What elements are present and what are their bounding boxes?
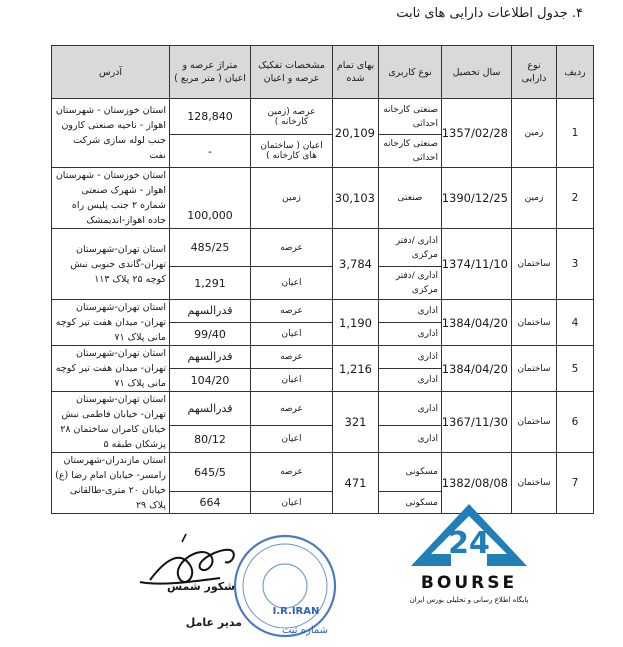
area: 645/5 [170,453,251,492]
logo-wordmark: BOURSE [420,573,518,593]
address: استان تهران-شهرستان تهران- میدان هفت تیر کوچه مانی پلاک ۷۱ [52,346,170,392]
usage: اداری /دفتر مرکزی [379,267,442,300]
row-number: 5 [557,346,594,392]
acquired-date: 1357/02/28 [442,99,512,168]
cost: 1,190 [333,300,379,346]
table-row [52,346,594,369]
table-row [52,453,594,492]
area: 80/12 [170,426,251,453]
header-asset-type: نوع دارایی [512,46,557,99]
usage: اداری [379,392,442,426]
address: استان تهران-شهرستان تهران- خیابان فاطمی نبش خیابان کامران ساختمان ۲۸ پزشکان طبقه ۵ [52,392,170,453]
usage: اداری [379,300,442,323]
signature-block [120,520,360,643]
spec: اعیان [251,426,333,453]
row-number: 4 [557,300,594,346]
table-row [52,168,594,229]
spec: عرصه [251,453,333,492]
asset-type: ساختمان [512,392,557,453]
area: 128,840 [170,99,251,135]
bourse-logo [389,496,549,612]
spec: اعیان [251,267,333,300]
address: استان خوزستان - شهرستان اهواز - ناحیه صنعتی کارون جنب لوله سازی شرکت نفت [52,99,170,168]
area: 1,291 [170,267,251,300]
acquired-date: 1367/11/30 [442,392,512,453]
spec: عرصه [251,229,333,267]
usage: صنعتی [379,168,442,229]
area: - [170,135,251,168]
spec: عرصه (زمین کارخانه ) [251,99,333,135]
acquired-date: 1374/11/10 [442,229,512,300]
area: 104/20 [170,369,251,392]
spec: اعیان ( ساختمان های کارخانه ) [251,135,333,168]
asset-type: ساختمان [512,229,557,300]
area: 485/25 [170,229,251,267]
cost: 3,784 [333,229,379,300]
stamp-text: I.R.IRAN [272,606,320,617]
spec: زمین [251,168,333,229]
spec: عرصه [251,392,333,426]
row-number: 3 [557,229,594,300]
cost: 321 [333,392,379,453]
asset-type: زمین [512,168,557,229]
header-acquired-year: سال تحصیل [442,46,512,99]
fixed-assets-table [51,45,594,514]
usage: اداری [379,369,442,392]
usage: صنعتی کارخانه احداثی [379,135,442,168]
asset-type: ساختمان [512,346,557,392]
header-usage: نوع کاربری [379,46,442,99]
area: قدرالسهم [170,300,251,323]
usage: اداری [379,426,442,453]
logo-numeral: 24 [448,526,490,561]
logo-tagline: پایگاه اطلاع رسانی و تحلیلی بورس ایران [409,596,529,604]
table-row [52,392,594,426]
asset-type: ساختمان [512,453,557,514]
address: استان مازندران-شهرستان رامسر- خیابان امام رضا (ع) خیابان ۲۰ متری-طالقانی پلاک ۲۹ [52,453,170,514]
area: 99/40 [170,323,251,346]
acquired-date: 1390/12/25 [442,168,512,229]
asset-type: زمین [512,99,557,168]
spec: اعیان [251,369,333,392]
row-number: 6 [557,392,594,453]
section-heading: ۴. جدول اطلاعات دارایی های ثابت [396,6,583,21]
area: قدرالسهم [170,346,251,369]
area: 664 [170,492,251,514]
header-cost: بهای تمام شده [333,46,379,99]
spec: عرصه [251,300,333,323]
usage: صنعتی کارخانه احداثی [379,99,442,135]
table-row [52,99,594,135]
signer-name: شکور شمس [166,580,235,593]
header-address: آدرس [52,46,170,99]
usage: اداری [379,323,442,346]
handwritten-signature [140,550,234,584]
header-spec: مشخصات تفکیک عرصه و اعیان [251,46,333,99]
usage: مسکونی [379,492,442,514]
address: استان تهران-شهرستان تهران- میدان هفت تیر کوچه مانی پلاک ۷۱ [52,300,170,346]
acquired-date: 1384/04/20 [442,346,512,392]
address: استان خوزستان - شهرستان اهواز - شهرک صنعتی شماره ۲ جنب پلیس راه جاده اهواز-اندیمشک [52,168,170,229]
cost: 1,216 [333,346,379,392]
cost: 471 [333,453,379,514]
acquired-date: 1382/08/08 [442,453,512,514]
spec: اعیان [251,492,333,514]
bourse-logo-mark [389,496,549,612]
header-area: متراژ عرصه و اعیان ( متر مربع ) [170,46,251,99]
cost: 20,109 [333,99,379,168]
table-row [52,300,594,323]
usage: اداری [379,346,442,369]
company-stamp [235,536,335,636]
usage: اداری /دفتر مرکزی [379,229,442,267]
row-number: 1 [557,99,594,168]
header-row-number: ردیف [557,46,594,99]
spec: عرصه [251,346,333,369]
signer-title: مدیر عامل [185,616,242,629]
area: قدرالسهم [170,392,251,426]
table-header-row [52,46,594,99]
asset-type: ساختمان [512,300,557,346]
address: استان تهران-شهرستان تهران-گاندی جنوبی نبش کوچه ۲۵ پلاک ۱۱۳ [52,229,170,300]
acquired-date: 1384/04/20 [442,300,512,346]
usage: مسکونی [379,453,442,492]
cost: 30,103 [333,168,379,229]
area: 100,000 [170,168,251,229]
spec: اعیان [251,323,333,346]
row-number: 7 [557,453,594,514]
stamp-subtext: شماره ثبت [281,625,329,636]
table-row [52,229,594,267]
row-number: 2 [557,168,594,229]
